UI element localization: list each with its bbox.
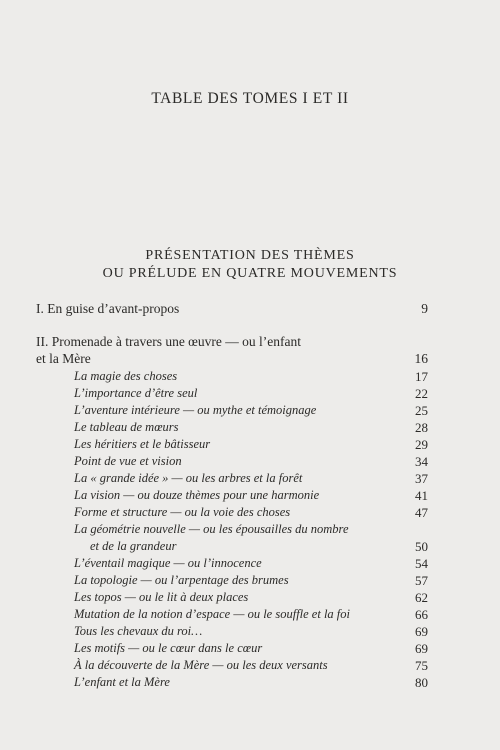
toc-subentry-title: L’éventail magique — ou l’innocence <box>74 556 262 570</box>
toc-entry-title-line-2: et la Mère <box>36 351 91 366</box>
toc-subentry <box>36 419 428 436</box>
toc-subentry-title <box>36 521 428 555</box>
toc-subentry <box>36 453 428 470</box>
toc-subentry-page: 28 <box>415 420 428 435</box>
toc-subentry-title: Point de vue et vision <box>74 454 182 468</box>
section-heading-line-1: PRÉSENTATION DES THÈMES <box>145 248 355 263</box>
toc-subentry-title: L’importance d’être seul <box>74 386 198 400</box>
toc-subentry <box>36 487 428 504</box>
toc-entry-page: 16 <box>414 351 428 366</box>
toc-subentry-page: 50 <box>415 539 428 554</box>
toc-entry-page: 9 <box>421 301 428 316</box>
toc-entry-title <box>36 333 428 367</box>
toc-subentry <box>36 385 428 402</box>
toc-subentry <box>36 606 428 623</box>
toc-subentry-page: 29 <box>415 437 428 452</box>
section-heading-line-2: OU PRÉLUDE EN QUATRE MOUVEMENTS <box>102 266 398 281</box>
toc-subentry <box>36 572 428 589</box>
page-title: TABLE DES TOMES I ET II <box>151 90 349 107</box>
toc-subentry-title: Les topos — ou le lit à deux places <box>74 590 249 604</box>
toc-subentry <box>36 402 428 419</box>
toc-subentry <box>36 640 428 657</box>
toc-subentry-title: La vision — ou douze thèmes pour une harmonie <box>74 488 320 502</box>
toc-subentry-page: 41 <box>415 488 428 503</box>
toc-subentry-title: Mutation de la notion d’espace — ou le souffle et la foi <box>74 607 351 621</box>
toc-subentry-page: 37 <box>415 471 428 486</box>
toc-entry <box>36 333 428 367</box>
toc-subentry-page: 62 <box>415 590 428 605</box>
toc-subentry <box>36 657 428 674</box>
toc-subentry-page: 57 <box>415 573 428 588</box>
toc-subentry-title: La magie des choses <box>74 369 178 383</box>
toc-entry-title-line-1: II. Promenade à travers une œuvre — ou l’enfant <box>36 334 302 349</box>
toc-subentry <box>36 555 428 572</box>
toc-subentry-title: Le tableau de mœurs <box>74 420 179 434</box>
toc-entry-title: I. En guise d’avant-propos <box>36 301 180 316</box>
toc-subentry-title: À la découverte de la Mère — ou les deux versants <box>74 658 328 672</box>
toc-subentry-page: 17 <box>415 369 428 384</box>
toc-subentry <box>36 436 428 453</box>
toc-subentry-title: Les motifs — ou le cœur dans le cœur <box>74 641 263 655</box>
toc-entry <box>36 300 428 317</box>
toc-subentry <box>36 368 428 385</box>
toc-subentry-title: L’enfant et la Mère <box>74 675 170 689</box>
toc-subentry-title-line-1: La géométrie nouvelle — ou les épousailles du nombre <box>74 522 349 536</box>
toc-subentry-title: L’aventure intérieure — ou mythe et témoignage <box>74 403 317 417</box>
toc-subentry-page: 47 <box>415 505 428 520</box>
toc-subentry <box>36 623 428 640</box>
toc-subentry <box>36 470 428 487</box>
toc-subentry <box>36 674 428 691</box>
toc-subentry-title: Tous les chevaux du roi… <box>74 624 203 638</box>
toc-subentry-title: La « grande idée » — ou les arbres et la forêt <box>74 471 303 485</box>
toc-subentry-title-line-2: et de la grandeur <box>90 539 177 553</box>
toc-subentry-page: 25 <box>415 403 428 418</box>
toc-subentry-page: 69 <box>415 641 428 656</box>
toc-subentry-page: 22 <box>415 386 428 401</box>
toc-subentry-page: 34 <box>415 454 428 469</box>
toc-subentry <box>36 504 428 521</box>
toc-subentry-title: Forme et structure — ou la voie des choses <box>74 505 291 519</box>
toc-subentry <box>36 589 428 606</box>
toc-subentry-title: La topologie — ou l’arpentage des brumes <box>74 573 289 587</box>
toc-subentry-page: 66 <box>415 607 428 622</box>
section-heading <box>0 247 500 283</box>
toc-subentry-page: 69 <box>415 624 428 639</box>
toc-subentry-title: Les héritiers et le bâtisseur <box>74 437 211 451</box>
toc-subentry-page: 80 <box>415 675 428 690</box>
toc-subentry-page: 75 <box>415 658 428 673</box>
toc-subentry-page: 54 <box>415 556 428 571</box>
toc-subentry <box>36 521 428 555</box>
